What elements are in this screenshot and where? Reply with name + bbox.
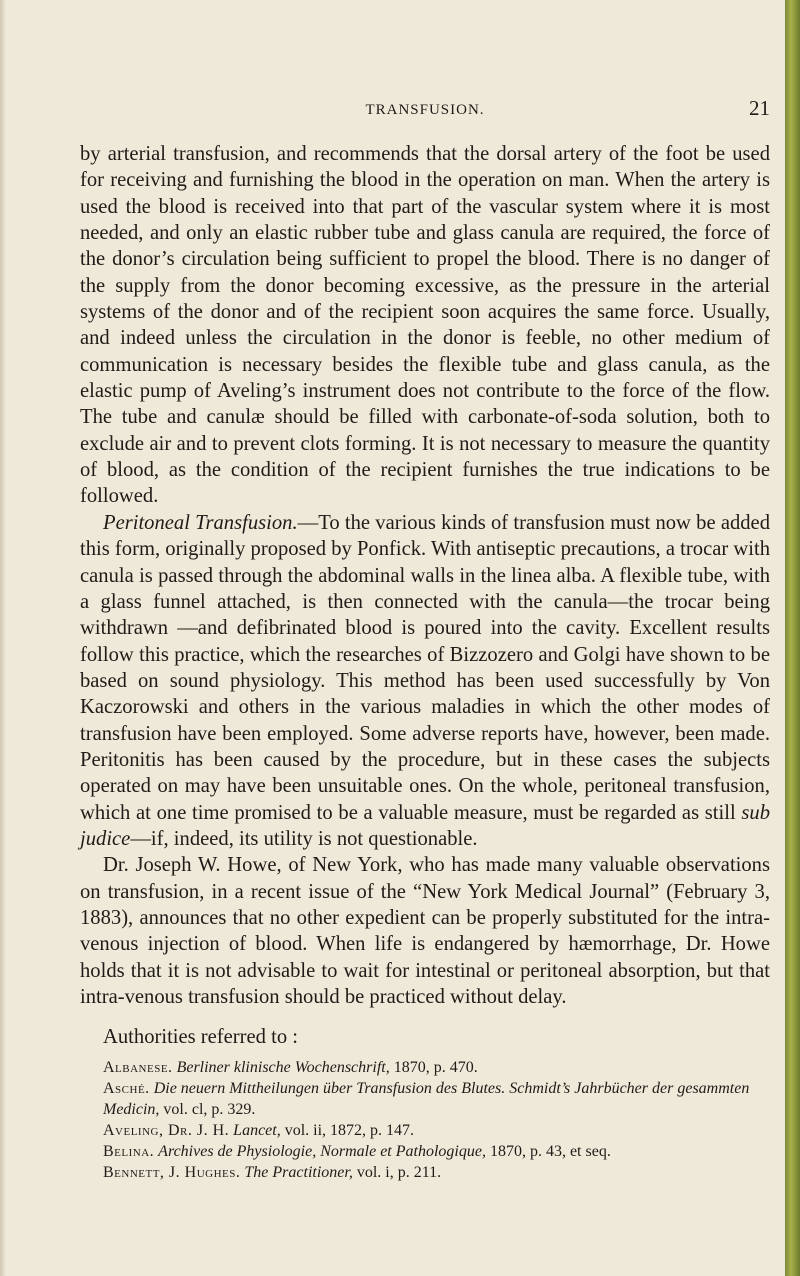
reference-item: [80, 1120, 770, 1141]
reference-details: vol. cl, p. 329.: [159, 1100, 256, 1118]
running-title: TRANSFUSION.: [365, 102, 485, 118]
paragraph-arterial-transfusion: by arterial transfusion, and recommends that the dorsal artery of the foot be used for receiving and furnishing the blood in the operation on man. When the artery is used the blood is received into that part of the vascular system where it is most needed, and only an elastic rubber tube and glass canula are required, the force of the donor’s circulation being sufficient to propel the blood. There is no danger of the supply from the donor becoming excessive, as the pressure in the arterial systems of the donor and of the recipient soon acquires the same force. Usually, and indeed unless the circulation in the donor is feeble, no other medium of communication is necessary besides the flexible tube and glass canula, as the elastic pump of Aveling’s instrument does not contribute to the force of the flow. The tube and canulæ should be filled with carbonate-of-soda solution, both to exclude air and to prevent clots forming. It is not necessary to measure the quantity of blood, as the condition of the recipient furnishes the true indications to be followed.: [80, 143, 770, 508]
reference-title: Berliner klinische Wochenschrift,: [176, 1058, 390, 1076]
reference-author: Aveling, Dr. J. H.: [103, 1121, 230, 1139]
book-binding-edge: [785, 0, 800, 1276]
paragraph-howe: Dr. Joseph W. Howe, of New York, who has made many valuable observations on transfusion, in a recent issue of the “New York Medical Journal” (February 3, 1883), announces that no other expedient can be properly substituted for the intra-venous injection of blood. When life is endangered by hæmorrhage, Dr. Howe holds that it is not advisable to wait for intestinal or peritoneal absorption, but that intra-venous transfusion should be practiced without delay.: [80, 854, 770, 1008]
reference-details: 1870, p. 43, et seq.: [485, 1142, 611, 1160]
paragraph-peritoneal-end: —if, indeed, its utility is not questionable.: [130, 827, 478, 850]
reference-title: The Practitioner,: [244, 1163, 353, 1181]
reference-item: [80, 1057, 770, 1078]
reference-details: vol. i, p. 211.: [352, 1163, 442, 1181]
section-heading-peritoneal: Peritoneal Transfusion.: [103, 511, 298, 534]
reference-title: Lancet,: [233, 1121, 281, 1139]
reference-details: 1870, p. 470.: [389, 1058, 478, 1076]
reference-details: vol. ii, 1872, p. 147.: [280, 1121, 415, 1139]
page-edge-shadow: [0, 0, 6, 1276]
reference-item: [80, 1078, 770, 1120]
reference-item: [80, 1141, 770, 1162]
reference-author: Albanese.: [103, 1058, 173, 1076]
page-header: [80, 96, 770, 126]
paragraph-peritoneal-transfusion: [80, 510, 770, 852]
paragraph-peritoneal-body: —To the various kinds of transfusion must now be added this form, originally proposed by Ponfick. With antiseptic precautions, a trocar with canula is passed through the abdominal walls in the linea alba. A flexible tube, with a glass funnel attached, is then connected with the canula—the trocar being withdrawn —and defibrinated blood is poured into the cavity. Excellent results follow this practice, which the researches of Bizzozero and Golgi have shown to be based on sound physiology. This method has been used successfully by Von Kaczorowski and others in the various maladies in which the other modes of transfusion have been employed. Some adverse reports have, however, been made. Peritonitis has been caused by the procedure, but in these cases the subjects operated on may have been unsuitable ones. On the whole, peritoneal transfusion, which at one time promised to be a valuable measure, must be regarded as still: [80, 511, 770, 824]
reference-author: Belina.: [103, 1142, 155, 1160]
reference-author: Bennett, J. Hughes.: [103, 1163, 241, 1181]
reference-title: Archives de Physiologie, Normale et Pathologique,: [158, 1142, 486, 1160]
references-list: [80, 1057, 770, 1183]
italic-sub-judice: sub judice: [80, 801, 770, 850]
references-heading: Authorities referred to :: [103, 1026, 298, 1049]
body-text: [80, 141, 770, 1183]
page-number: 21: [749, 96, 770, 120]
reference-title: Die neuern Mittheilungen über Transfusion des Blutes. Schmidt’s Jahrbücher der gesammten Medicin,: [103, 1079, 750, 1118]
reference-author: Asché.: [103, 1079, 150, 1097]
reference-item: [80, 1162, 770, 1183]
